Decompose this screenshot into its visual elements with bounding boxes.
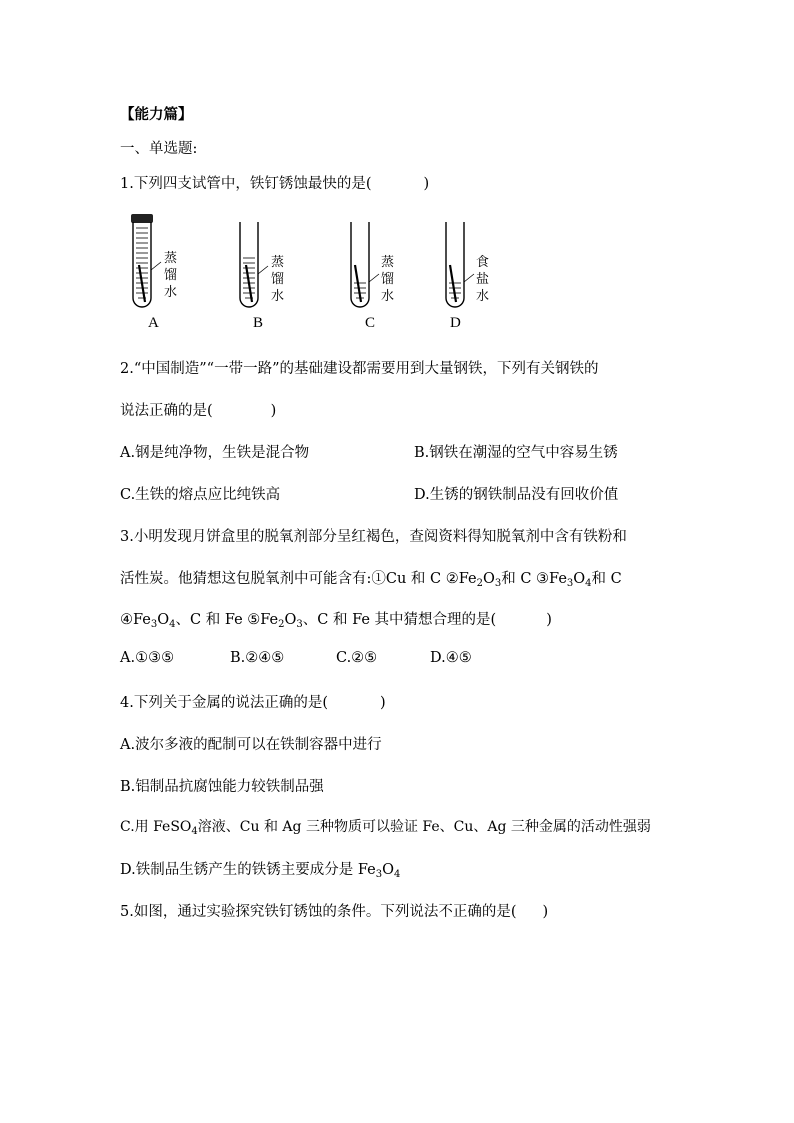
question-2-option-b: B.钢铁在潮湿的空气中容易生锈 [414, 445, 618, 461]
question-3-option-b: B.②④⑤ [230, 650, 285, 666]
question-3-option-c: C.②⑤ [336, 650, 378, 666]
question-3-option-d: D.④⑤ [430, 650, 472, 666]
tube-d-nail [450, 265, 456, 302]
tube-a-pointer [151, 262, 161, 270]
tube-b-label-1: 蒸 [271, 255, 285, 270]
question-1-stem [120, 172, 429, 193]
question-3-stem-line1: 3.小明发现月饼盒里的脱氧剂部分呈红褐色，查阅资料得知脱氧剂中含有铁粉和 [120, 529, 627, 545]
section-title: 【能力篇】 [120, 106, 193, 123]
question-4-option-c: C.用 FeSO$_4$溶液、Cu 和 Ag 三种物质可以验证 Fe、Cu、Ag 三种金属的活动性强弱 [120, 819, 651, 837]
question-4-text: 4.下列关于金属的说法正确的是( [120, 695, 328, 711]
question-3-stem-line2: 活性炭。他猜想这包脱氧剂中可能含有:①Cu 和 C $②Fe_2O_3$和 C $③Fe_3O_4$和 C [120, 571, 622, 589]
tube-d [446, 222, 474, 307]
question-4-option-b: B.铝制品抗腐蚀能力较铁制品强 [120, 779, 324, 795]
tube-c [351, 222, 379, 307]
question-1-text: 1.下列四支试管中，铁钉锈蚀最快的是( [120, 176, 372, 192]
tube-c-nail [355, 265, 361, 302]
tube-a-nail [139, 265, 145, 302]
question-5-stem [120, 900, 548, 921]
question-4-option-a: A.波尔多液的配制可以在铁制容器中进行 [120, 737, 382, 753]
tube-b-nail [246, 265, 252, 302]
tube-b [240, 222, 268, 307]
tube-c-label-3: 水 [381, 289, 395, 304]
question-4-option-d: D.铁制品生锈产生的铁锈主要成分是 $Fe_3O_4$ [120, 862, 401, 880]
tube-c-letter: C [365, 315, 376, 331]
test-tube-figure [115, 210, 515, 335]
tube-c-label-2: 馏 [381, 272, 395, 287]
tube-a-label-2: 馏 [164, 268, 178, 283]
question-2-option-d: D.生锈的钢铁制品没有回收价值 [414, 487, 619, 503]
question-3-stem-line3: $④Fe_3O_4$、C 和 Fe $⑤Fe_2O_3$、C 和 Fe 其中猜想合理的是( ) [120, 612, 552, 630]
tube-d-pointer [464, 274, 474, 282]
question-2-option-a: A.钢是纯净物，生铁是混合物 [120, 445, 310, 461]
tube-d-letter: D [450, 315, 461, 331]
question-2-stem-line2 [120, 399, 276, 420]
tube-b-glass [240, 222, 258, 307]
question-4-close: ) [380, 695, 386, 711]
tube-d-label-3: 水 [476, 289, 490, 304]
question-1-close: ) [423, 176, 430, 192]
question-2-text: 说法正确的是( [120, 403, 213, 419]
tube-d-label-1: 食 [476, 255, 490, 270]
part-title: 一、单选题: [120, 141, 198, 157]
tube-c-label-1: 蒸 [381, 255, 395, 270]
tube-a [131, 214, 161, 307]
tube-a-letter: A [148, 315, 159, 331]
tube-c-pointer [369, 274, 379, 282]
tube-b-label-3: 水 [271, 289, 285, 304]
tube-a-label-1: 蒸 [164, 251, 178, 266]
tube-b-label-2: 馏 [271, 272, 285, 287]
tube-a-glass [133, 222, 151, 307]
question-2-option-c: C.生铁的熔点应比纯铁高 [120, 487, 281, 503]
question-5-text: 5.如图，通过实验探究铁钉锈蚀的条件。下列说法不正确的是( [120, 904, 517, 920]
tube-a-label-3: 水 [164, 285, 178, 300]
tube-b-letter: B [253, 315, 264, 331]
question-4-stem [120, 691, 386, 712]
tube-b-pointer [258, 266, 268, 274]
question-2-stem-line1: 2.“中国制造”“一带一路”的基础建设都需要用到大量钢铁，下列有关钢铁的 [120, 361, 599, 377]
question-2-close: ) [270, 403, 277, 419]
tube-d-label-2: 盐 [476, 272, 490, 287]
question-5-close: ) [542, 904, 549, 920]
question-3-option-a: A.①③⑤ [120, 650, 175, 666]
tube-a-stopper [131, 214, 153, 223]
